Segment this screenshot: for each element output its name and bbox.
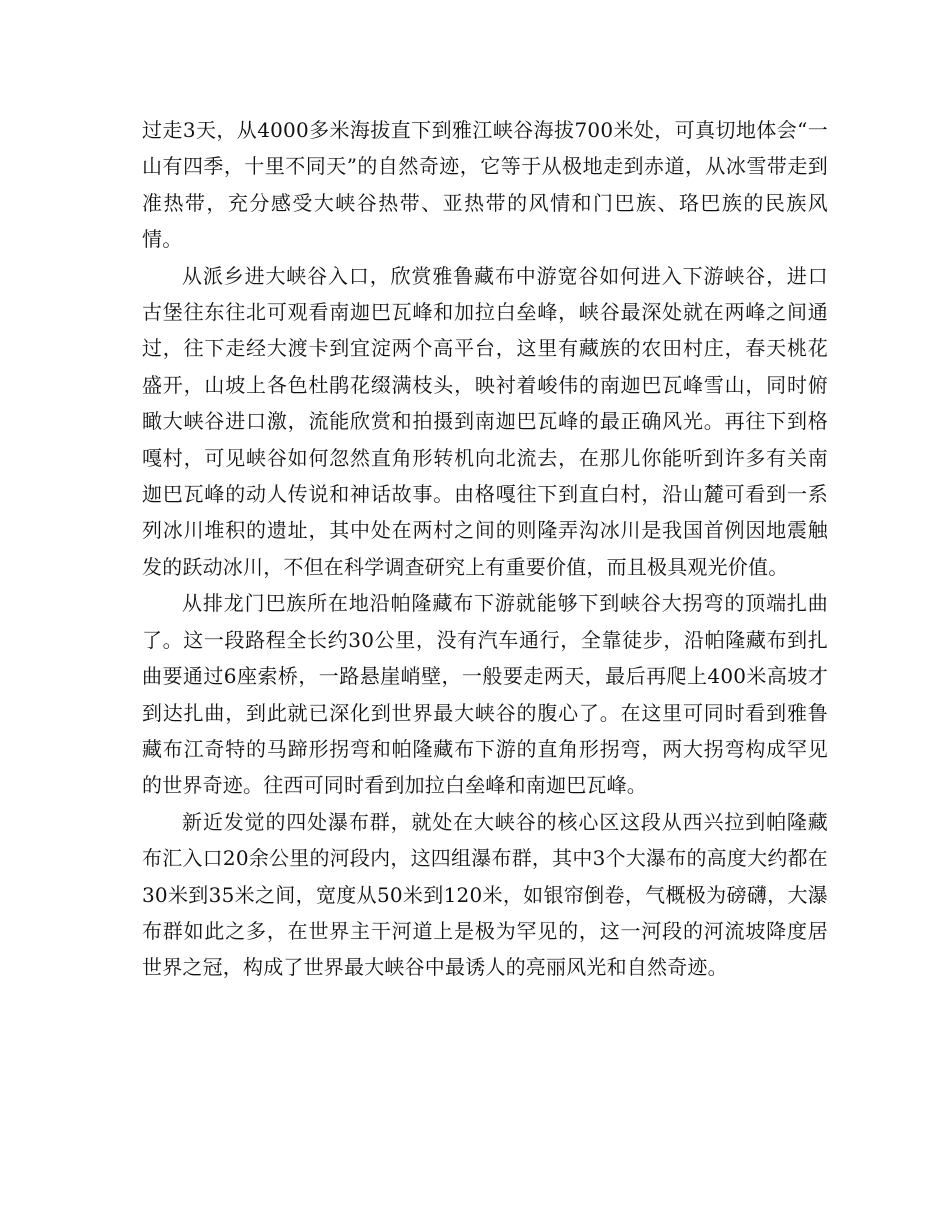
paragraph-1: 过走3天，从4000多米海拔直下到雅江峡谷海拔700米处，可真切地体会“一山有四季，十里不同天”的自然奇迹，它等于从极地走到赤道，从冰雪带走到准热带，充分感受大峡谷热带、亚热带的风情和门巴族、珞巴族的民族风情。 (142, 118, 828, 252)
document-page (142, 112, 828, 986)
paragraph-3: 从排龙门巴族所在地沿帕隆藏布下游就能够下到峡谷大拐弯的顶端扎曲了。这一段路程全长约30公里，没有汽车通行，全靠徒步，沿帕隆藏布到扎曲要通过6座索桥，一路悬崖峭壁，一般要走两天，最后再爬上400米高坡才到达扎曲，到此就已深化到世界最大峡谷的腹心了。在这里可同时看到雅鲁藏布江奇特的马蹄形拐弯和帕隆藏布下游的直角形拐弯，两大拐弯构成罕见的世界奇迹。往西可同时看到加拉白垒峰和南迦巴瓦峰。 (142, 591, 828, 798)
paragraph-4: 新近发觉的四处瀑布群，就处在大峡谷的核心区这段从西兴拉到帕隆藏布汇入口20余公里的河段内，这四组瀑布群，其中3个大瀑布的高度大约都在30米到35米之间，宽度从50米到120米，如银帘倒卷，气概极为磅礴，大瀑布群如此之多，在世界主干河道上是极为罕见的，这一河段的河流坡降度居世界之冠，构成了世界最大峡谷中最诱人的亮丽风光和自然奇迹。 (142, 809, 828, 980)
paragraph-2: 从派乡进大峡谷入口，欣赏雅鲁藏布中游宽谷如何进入下游峡谷，进口古堡往东往北可观看南迦巴瓦峰和加拉白垒峰，峡谷最深处就在两峰之间通过，往下走经大渡卡到宜淀两个高平台，这里有藏族的农田村庄，春天桃花盛开，山坡上各色杜鹃花缀满枝头，映衬着峻伟的南迦巴瓦峰雪山，同时俯瞰大峡谷进口激，流能欣赏和拍摄到南迦巴瓦峰的最正确风光。再往下到格嘎村，可见峡谷如何忽然直角形转机向北流去，在那儿你能听到许多有关南迦巴瓦峰的动人传说和神话故事。由格嘎往下到直白村，沿山麓可看到一系列冰川堆积的遗址，其中处在两村之间的则隆弄沟冰川是我国首例因地震触发的跃动冰川，不但在科学调查研究上有重要价值，而且极具观光价值。 (142, 263, 828, 579)
